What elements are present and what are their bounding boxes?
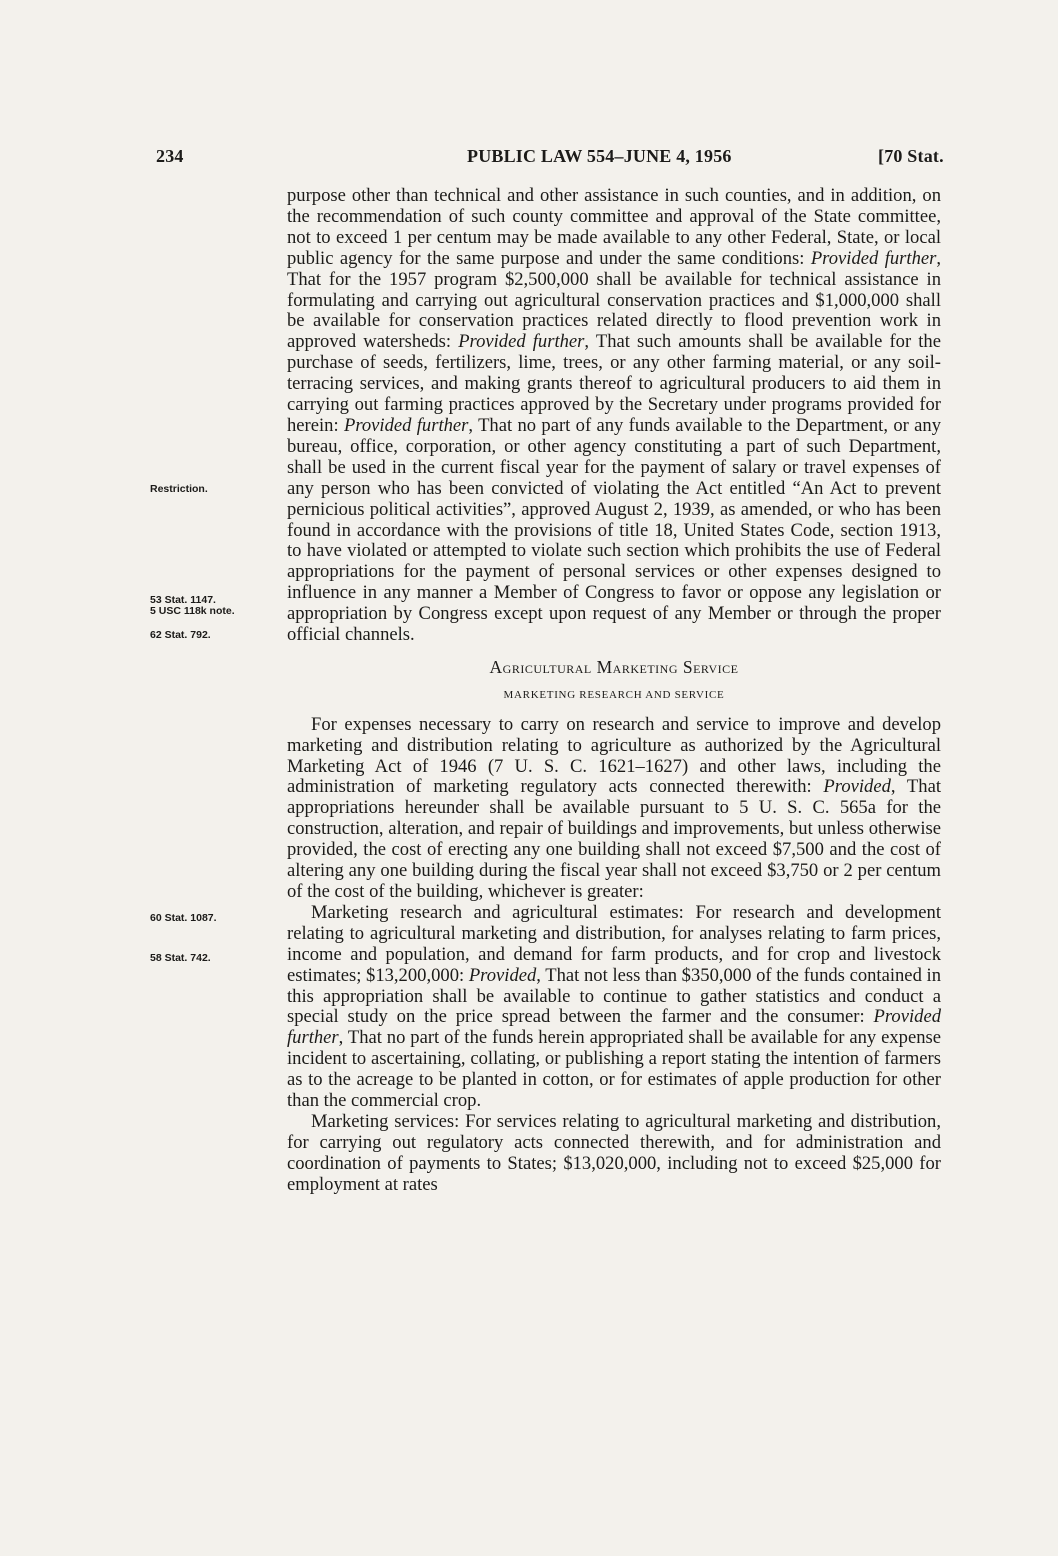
paragraph-marketing-research [287, 903, 941, 1112]
italic-provided: Provided [468, 964, 537, 986]
italic-provided: Provided [823, 776, 891, 798]
running-title: PUBLIC LAW 554–JUNE 4, 1956 [467, 146, 732, 166]
body-text [287, 186, 941, 1196]
margin-note-restriction: Restriction. [150, 483, 208, 495]
text-run: , That not less than $350,000 of the funds contained in this appropriation shall be available to continue to gather statistics and conduct a special study on the price spread between the farmer and the consumer: [287, 964, 941, 1028]
italic-provided: Provided further [810, 247, 937, 269]
margin-note-53-stat [150, 595, 235, 617]
margin-note-58-stat: 58 Stat. 742. [150, 952, 211, 964]
italic-provided: Provided further [458, 331, 585, 353]
section-heading: Agricultural Marketing Service [489, 656, 739, 677]
text-run: , That appropriations hereunder shall be available pursuant to 5 U. S. C. 565a for the construction, alteration, and repair of buildings and improvements, but unless otherwise provided, the cost of erecting any one building shall not exceed $7,500 and the cost of altering any one building during the fiscal year shall not exceed $3,750 or 2 per centum of the cost of the building, whichever is greater: [287, 776, 941, 902]
text-run: For expenses necessary to carry on research and service to improve and develop marketing and distribution relating to agriculture as authorized by the Agricultural Marketing Act of 1946 (7 U. S. C. 1621–1627) and other laws, including the administration of marketing regulatory acts connected therewith: [287, 713, 941, 798]
italic-provided: Provided further [287, 1006, 941, 1049]
paragraph-expenses [287, 715, 941, 903]
text-run: purpose other than technical and other assistance in such counties, and in addition, on the recommendation of such county committee and approval of the State committee, not to exceed 1 per centum may be made available to any other Federal, State, or local public agency for the same purpose and under the same conditions: [287, 185, 941, 269]
text-run: , That no part of the funds herein appropriated shall be available for any expense incident to ascertaining, collating, or publishing a report stating the intention of farmers as to the acreage to be planted in cotton, or for estimates of apple production for other than the commercial crop. [287, 1027, 941, 1112]
margin-note-60-stat: 60 Stat. 1087. [150, 912, 217, 924]
margin-note-53-stat-line2: 5 USC 118k note. [150, 605, 235, 617]
text-run: , That such amounts shall be available for the purchase of seeds, fertilizers, lime, trees, or any other farming material, or any soil-terracing services, and making grants thereof to agricultural producers to aid them in carrying out farming practices approved by the Secretary under programs provided for herein: [287, 331, 941, 436]
paragraph-marketing-services: Marketing services: For services relating to agricultural marketing and distribution, for carrying out regulatory acts connected therewith, and for administration and coordination of payments to States; $13,020,000, including not to exceed $25,000 for employment at rates [287, 1110, 941, 1195]
text-run: Marketing research and agricultural estimates: For research and development relating to agricultural marketing and distribution, for analyses relating to farm prices, income and population, and demand for farm products, and for crop and livestock estimates; $13,200,000: [287, 901, 941, 986]
text-run: , That for the 1957 program $2,500,000 shall be available for technical assistance in formulating and carrying out agricultural conservation practices and $1,000,000 shall be available for conservation practices related directly to flood prevention work in approved watersheds: [287, 247, 942, 353]
paragraph-continuation [287, 186, 941, 646]
text-run: , That no part of any funds available to the Department, or any bureau, office, corporation, or other agency constituting a part of such Department, shall be used in the current fiscal year for the payment of salary or travel expenses of any person who has been convicted of violating the Act entitled “An Act to prevent pernicious political activities”, approved August 2, 1939, as amended, or who has been found in accordance with the provisions of title 18, United States Code, section 1913, to have violated or attempted to violate such section which prohibits the use of Federal appropriations for the payment of personal services or other expenses designed to influence in any manner a Member of Congress to favor or oppose any legislation or appropriation by Congress except upon request of any Member or through the proper official channels. [287, 414, 941, 646]
subsection-heading: MARKETING RESEARCH AND SERVICE [503, 688, 725, 701]
italic-provided: Provided further [343, 414, 469, 436]
margin-note-62-stat: 62 Stat. 792. [150, 629, 211, 641]
statute-reference: [70 Stat. [878, 146, 944, 166]
page-number: 234 [156, 146, 184, 166]
margin-note-53-stat-line1: 53 Stat. 1147. [150, 594, 216, 606]
